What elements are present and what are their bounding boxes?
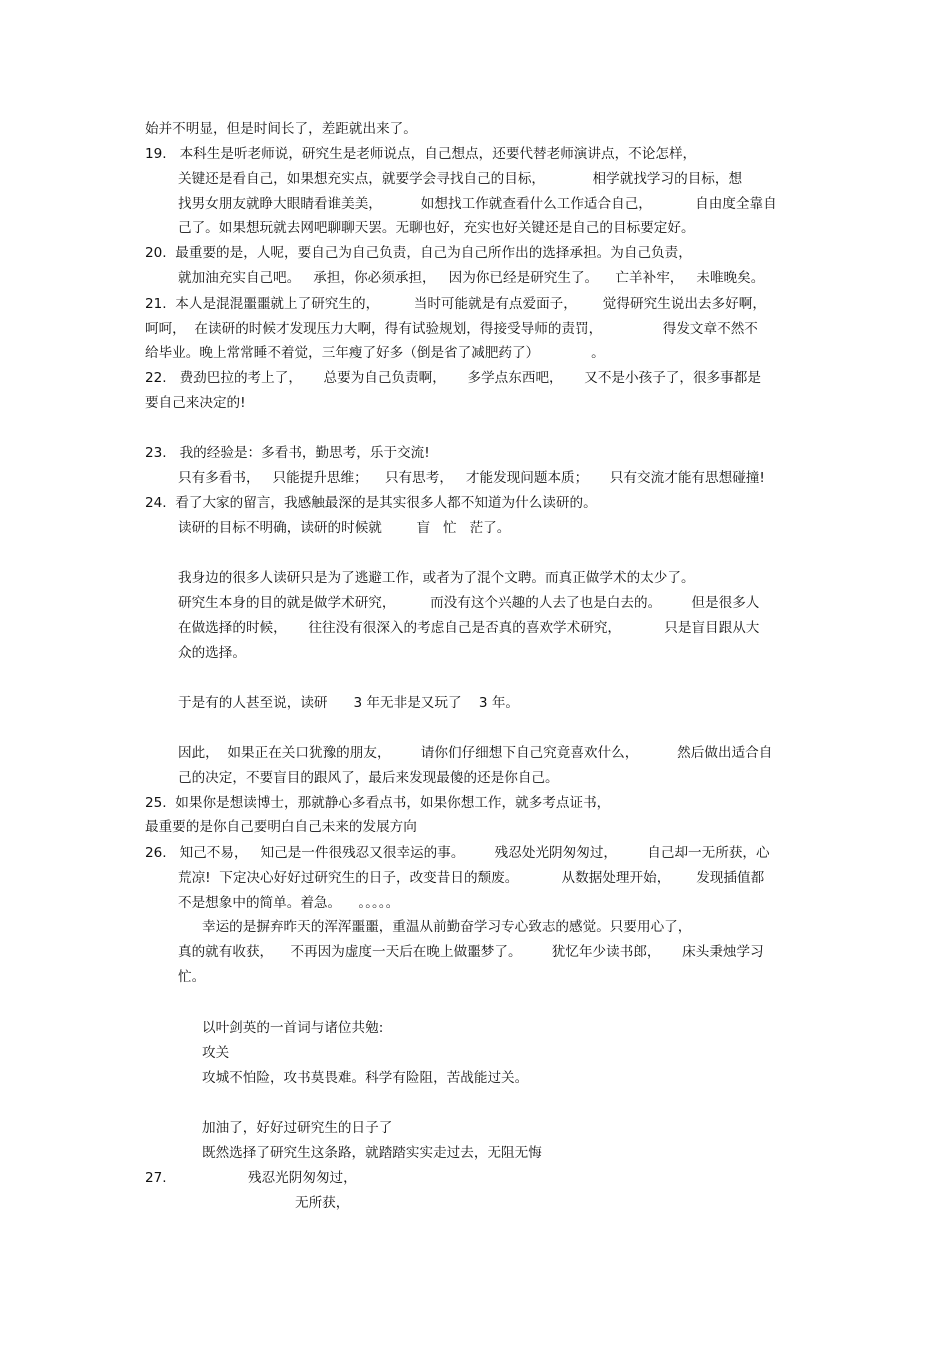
- text-line: 只有多看书， 只能提升思维； 只有思考， 才能发现问题本质； 只有交流才能有思想碰撞!: [178, 470, 765, 486]
- text-line: 给毕业。晚上常常睡不着觉，三年瘦了好多（倒是省了减肥药了） 。: [145, 345, 605, 361]
- text-line: 众的选择。: [178, 645, 246, 661]
- text-line: 忙。: [178, 969, 206, 985]
- text-line: 就加油充实自己吧。 承担，你必须承担， 因为你已经是研究生了。 亡羊补牢， 未唯晚矣。: [178, 270, 765, 286]
- item-24-line: 24. 看了大家的留言，我感触最深的是其实很多人都不知道为什么读研的。: [145, 495, 597, 511]
- poem-title: 攻关: [202, 1045, 230, 1061]
- text-line: 我身边的很多人读研只是为了逃避工作，或者为了混个文聘。而真正做学术的太少了。: [178, 570, 695, 586]
- text-line: 无所获，: [295, 1195, 350, 1211]
- text-line: 在做选择的时候， 往往没有很深入的考虑自己是否真的喜欢学术研究， 只是盲目跟从大: [178, 620, 760, 636]
- item-22-line: 22. 费劲巴拉的考上了， 总要为自己负责啊， 多学点东西吧， 又不是小孩子了，很多事都是: [145, 370, 761, 386]
- text-line: 因此， 如果正在关口犹豫的朋友， 请你们仔细想下自己究竟喜欢什么， 然后做出适合自: [178, 745, 773, 761]
- text-line: 既然选择了研究生这条路，就踏踏实实走过去，无阻无悔: [202, 1145, 542, 1161]
- item-26-line: 26. 知己不易， 知己是一件很残忍又很幸运的事。 残忍处光阴匆匆过， 自己却一无所获，心: [145, 845, 770, 861]
- item-27-number: 27.: [145, 1170, 167, 1186]
- text-line: 残忍光阴匆匆过，: [248, 1170, 357, 1186]
- text-line: 关键还是看自己，如果想充实点，就要学会寻找自己的目标， 相学就找学习的目标，想: [178, 171, 743, 187]
- text-line: 真的就有收获， 不再因为虚度一天后在晚上做噩梦了。 犹忆年少读书郎， 床头秉烛学习: [178, 944, 764, 960]
- text-line: 不是想象中的简单。着急。 。。。。。: [178, 895, 400, 911]
- text-line: 找男女朋友就睁大眼睛看谁美美， 如想找工作就查看什么工作适合自己， 自由度全靠自: [178, 196, 777, 212]
- text-line: 最重要的是你自己要明白自己未来的发展方向: [145, 819, 417, 835]
- text-line: 幸运的是摒弃昨天的浑浑噩噩，重温从前勤奋学习专心致志的感觉。只要用心了，: [202, 919, 692, 935]
- text-line: 研究生本身的目的就是做学术研究， 而没有这个兴趣的人去了也是白去的。 但是很多人: [178, 595, 760, 611]
- text-line: 己的决定，不要盲目的跟风了，最后来发现最傻的还是你自己。: [178, 770, 559, 786]
- item-21-line: 21. 本人是混混噩噩就上了研究生的， 当时可能就是有点爱面子， 觉得研究生说出去多好啊，: [145, 296, 766, 312]
- poem-intro: 以叶剑英的一首词与诸位共勉:: [202, 1020, 384, 1036]
- item-20-line: 20. 最重要的是，人呢，要自己为自己负责，自己为自己所作出的选择承担。为自己负责，: [145, 245, 692, 261]
- item-25-line: 25. 如果你是想读博士，那就静心多看点书，如果你想工作，就多考点证书，: [145, 795, 611, 811]
- text-line: 呵呵， 在读研的时候才发现压力大啊，得有试验规划，得接受导师的责罚， 得发文章不然不: [145, 321, 758, 337]
- text-line: 己了。如果想玩就去网吧聊聊天罢。无聊也好，充实也好关键还是自己的目标要定好。: [178, 220, 695, 236]
- text-line: 加油了，好好过研究生的日子了: [202, 1120, 393, 1136]
- text-line: 于是有的人甚至说，读研 3 年无非是又玩了 3 年。: [178, 695, 520, 711]
- item-23-line: 23. 我的经验是：多看书，勤思考，乐于交流!: [145, 445, 430, 461]
- poem-body: 攻城不怕险，攻书莫畏难。科学有险阻，苦战能过关。: [202, 1070, 529, 1086]
- text-line: 读研的目标不明确，读研的时候就 盲 忙 茫了。: [178, 520, 511, 536]
- item-19-line: 19. 本科生是听老师说，研究生是老师说点，自己想点，还要代替老师演讲点，不论怎样，: [145, 146, 697, 162]
- text-line: 始并不明显，但是时间长了，差距就出来了。: [145, 121, 417, 137]
- text-line: 荒凉! 下定决心好好过研究生的日子，改变昔日的颓废。 从数据处理开始， 发现插值都: [178, 870, 765, 886]
- text-line: 要自己来决定的!: [145, 395, 246, 411]
